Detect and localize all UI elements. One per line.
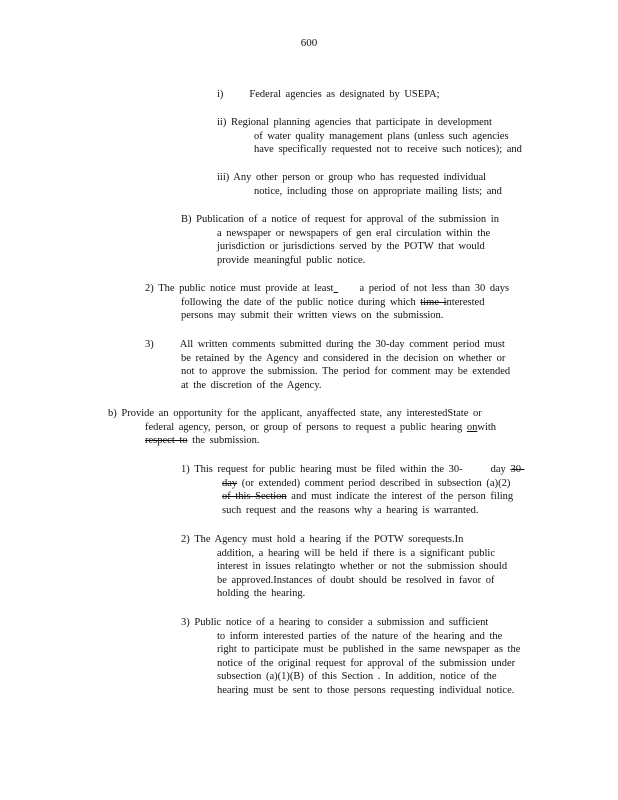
b1-l1b: day	[490, 464, 506, 475]
ii-line1: Regional planning agencies that participate in development	[230, 117, 492, 128]
b2-line3: interest in issues relatingto whether or not the submission should	[217, 561, 508, 573]
ii-line3: have specifically requested not to receive such notices); and	[254, 144, 522, 156]
struck-text: of this Section	[222, 491, 287, 503]
list-item-b1	[181, 463, 524, 517]
b1-l2b: (or extended) comment period described in subsection (a)(2)	[241, 477, 511, 489]
B-line1: Publication of a notice of request for approval of the submission in	[196, 214, 499, 225]
B-line3: jurisdiction or jurisdictions served by the POTW that would	[217, 241, 485, 253]
b3-line1: Public notice of a hearing to consider a submission and sufficient	[194, 617, 489, 628]
b-l3b: the submission.	[192, 435, 260, 447]
iii-line2: notice, including those on appropriate mailing lists; and	[254, 185, 502, 197]
marker-b: b)	[108, 408, 117, 419]
item3-line4: at the discretion of the Agency.	[181, 379, 322, 391]
blank-underline	[333, 282, 359, 296]
item2-l2a: following the date of the public notice during which	[181, 296, 416, 308]
marker-2: 2)	[145, 283, 154, 294]
list-item-ii	[217, 116, 522, 157]
b1-l1a: This request for public hearing must be filed within the 30-	[194, 464, 463, 475]
b3-line3: right to participate must be published in the same newspaper as the	[217, 644, 521, 656]
b1-l3b: and must indicate the interest of the person filing	[291, 491, 514, 503]
item3-line3: not to approve the submission. The period for comment may be extended	[181, 366, 511, 378]
b-l2a: federal agency, person, or group of persons to request a public hearing	[145, 421, 463, 433]
b3-line6: hearing must be sent to those persons requesting individual notice.	[217, 684, 515, 696]
underlined-text: on	[466, 421, 478, 433]
list-item-B	[181, 213, 499, 267]
item2-l1b: a period of not less than 30 days	[359, 283, 510, 294]
struck-text: 30-	[510, 464, 525, 475]
item2-l1a: The public notice must provide at least	[158, 283, 334, 294]
B-line2: a newspaper or newspapers of gen eral circulation within the	[217, 227, 491, 239]
marker-iii: iii)	[217, 172, 230, 183]
b-line1: Provide an opportunity for the applicant, anyaffected state, any interestedState or	[121, 408, 482, 419]
list-item-2	[145, 282, 509, 323]
item3-line2: be retained by the Agency and considered in the decision on whether or	[181, 352, 506, 364]
b1-l4: such request and the reasons why a hearing is warranted.	[222, 504, 479, 516]
struck-text: day	[222, 477, 238, 489]
b3-line4: notice of the original request for approval of the submission under	[217, 657, 516, 669]
marker-b2: 2)	[181, 534, 190, 545]
list-item-i	[217, 88, 440, 102]
marker-3: 3)	[145, 339, 154, 350]
marker-b3: 3)	[181, 617, 190, 628]
iii-line1: Any other person or group who has requested individual	[233, 172, 487, 183]
b2-line5: holding the hearing.	[217, 588, 306, 600]
b2-line1: The Agency must hold a hearing if the POTW sorequests.In	[194, 534, 464, 545]
list-item-b2	[181, 533, 507, 601]
list-item-iii	[217, 171, 502, 198]
list-item-b3	[181, 616, 520, 698]
b2-line4: be approved.Instances of doubt should be resolved in favor of	[217, 574, 495, 586]
marker-b1: 1)	[181, 464, 190, 475]
text-i: Federal agencies as designated by USEPA;	[249, 89, 440, 100]
item3-line1: All written comments submitted during the 30-day comment period must	[179, 339, 505, 350]
marker-B: B)	[181, 214, 192, 225]
marker-i: i)	[217, 89, 224, 100]
b2-line2: addition, a hearing will be held if there is a significant public	[217, 547, 496, 559]
marker-ii: ii)	[217, 117, 227, 128]
item2-l3: persons may submit their written views on the submission.	[181, 310, 444, 322]
struck-text: respect to	[145, 435, 188, 447]
list-item-b	[108, 407, 496, 448]
list-item-3	[145, 338, 510, 392]
struck-text: time i	[420, 296, 447, 308]
item2-l2b: nterested	[446, 296, 485, 308]
b3-line2: to inform interested parties of the nature of the hearing and the	[217, 630, 503, 642]
page-number: 600	[300, 37, 318, 49]
ii-line2: of water quality management plans (unless such agencies	[254, 130, 509, 142]
b3-line5: subsection (a)(1)(B) of this Section . In addition, notice of the	[217, 671, 497, 683]
B-line4: provide meaningful public notice.	[217, 254, 366, 266]
b-l2b: with	[477, 421, 497, 433]
